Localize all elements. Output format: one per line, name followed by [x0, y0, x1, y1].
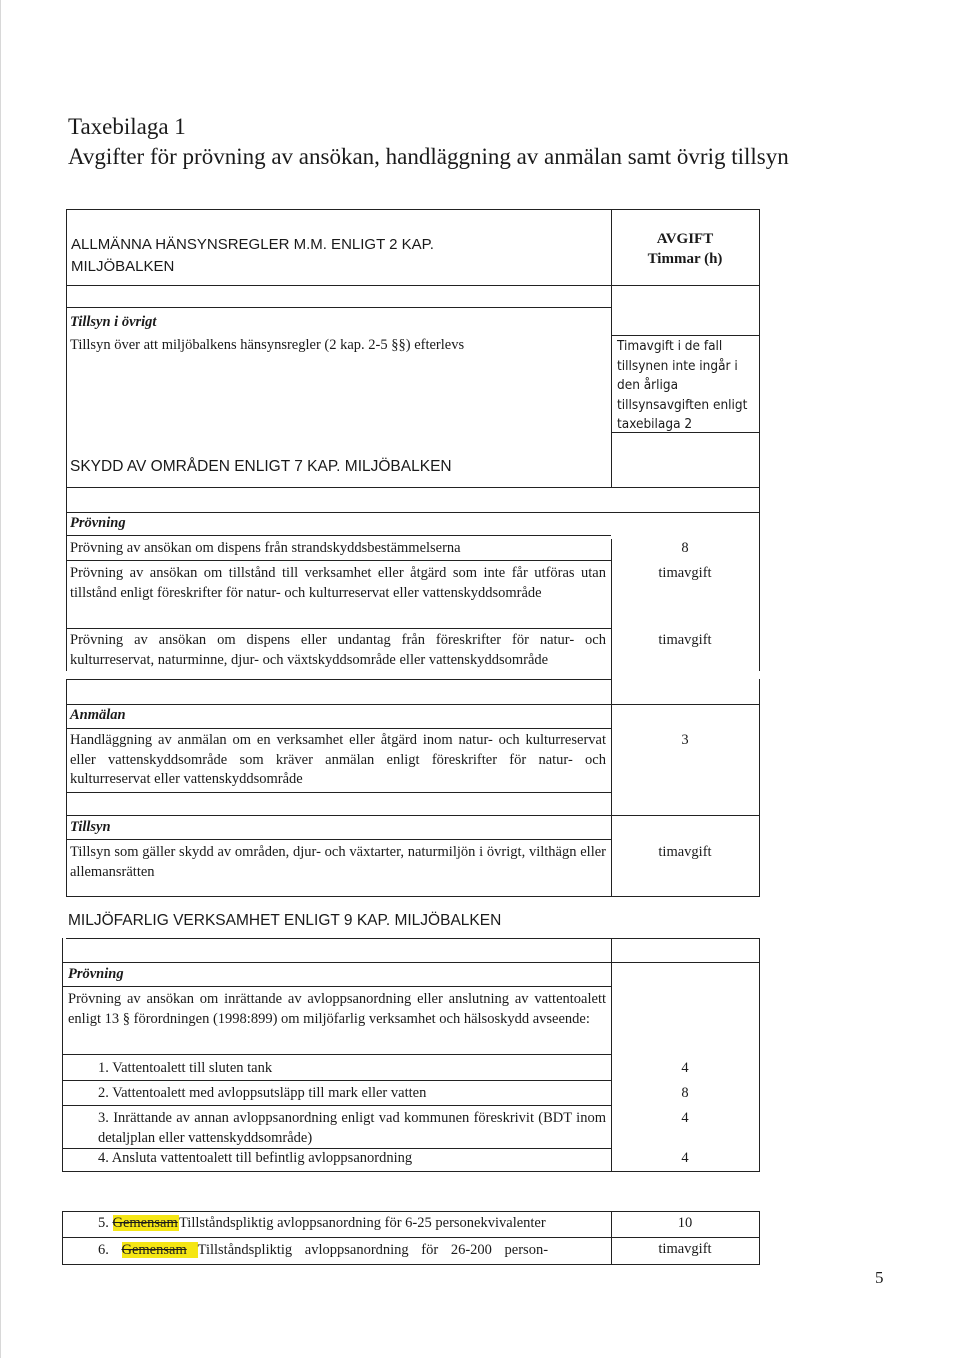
row-rule — [66, 815, 760, 816]
header-section-title: ALLMÄNNA HÄNSYNSREGLER M.M. ENLIGT 2 KAP. MILJÖBALKEN — [71, 236, 434, 275]
fee-row-value: 4 — [681, 1060, 689, 1076]
row-rule — [611, 335, 759, 336]
subsection-heading: Prövning — [68, 966, 124, 982]
row-rule — [66, 487, 760, 488]
row-rule — [611, 432, 759, 433]
struck-word: Gemensam — [112, 1215, 178, 1231]
column-divider — [611, 539, 612, 679]
list-item: 4. Ansluta vattentoalett till befintlig avloppsanordning — [98, 1150, 413, 1166]
table-border-right — [759, 938, 760, 1172]
fee-row-text: Prövning av ansökan om inrättande av avloppsanordning eller anslutning av vattentoalett enligt 13 § förordningen (1998:899) om miljöfarlig verksamhet och hälsoskydd avseende: — [68, 991, 606, 1027]
row-rule — [66, 679, 611, 680]
fee-row-value: 4 — [681, 1110, 689, 1126]
section-heading: MILJÖFARLIG VERKSAMHET ENLIGT 9 KAP. MILJÖBALKEN — [68, 912, 502, 929]
table-border-left — [66, 209, 67, 671]
row-rule — [66, 628, 611, 629]
subsection-heading: Tillsyn — [70, 819, 111, 835]
fee-row-value: Timavgift i de fall tillsynen inte ingår i den årliga tillsynsavgiften enligt taxebilaga 2 — [617, 338, 748, 432]
table-border-top — [66, 209, 760, 210]
table-border-right — [759, 209, 760, 671]
subsection-heading: Anmälan — [70, 707, 126, 723]
row-rule — [62, 1080, 611, 1081]
fee-row-value: timavgift — [658, 632, 712, 648]
fee-row-value: timavgift — [658, 1241, 712, 1257]
document-subtitle: Avgifter för prövning av ansökan, handläggning av anmälan samt övrig tillsyn — [68, 144, 789, 169]
table-border-bottom — [62, 1171, 760, 1172]
list-item: 6. Gemensam Tillståndspliktig avloppsanordning för 26-200 person- — [98, 1242, 549, 1258]
table-border-bottom — [62, 1264, 760, 1265]
list-item: 2. Vattentoalett med avloppsutsläpp till mark eller vatten — [98, 1085, 427, 1101]
table-border-right — [759, 1211, 760, 1265]
table-border-top — [62, 1211, 760, 1212]
header-fee-unit: Timmar (h) — [647, 251, 723, 267]
fee-row-value: timavgift — [658, 565, 712, 581]
list-item: 5. Gemensam Tillståndspliktig avloppsanordning för 6-25 personekvivalenter — [98, 1215, 546, 1231]
header-rule — [66, 285, 760, 286]
fee-row-value: 8 — [681, 1085, 689, 1101]
fee-row-text: Handläggning av anmälan om en verksamhet eller åtgärd inom natur- och kulturreservat eller vattenskyddsområde som kräver anmälan enligt föreskrifter för natur- och kulturreservat eller vattenskyddsområde — [70, 732, 606, 787]
fee-row-text: Tillsyn som gäller skydd av områden, djur- och växtarter, naturmiljön i övrigt, vilthägn eller allemansrätten — [70, 844, 606, 880]
row-rule — [66, 512, 760, 513]
row-rule — [62, 1054, 611, 1055]
fee-row-value: 3 — [681, 732, 689, 748]
page-number: 5 — [875, 1268, 884, 1287]
fee-row-value: timavgift — [658, 844, 712, 860]
fee-row-text: Tillsyn över att miljöbalkens hänsynsregler (2 kap. 2-5 §§) efterlevs — [70, 337, 465, 353]
subsection-heading: Tillsyn i övrigt — [70, 314, 157, 330]
fee-row-text: Prövning av ansökan om dispens från strandskyddsbestämmelserna — [70, 540, 461, 556]
document-title: Taxebilaga 1 — [68, 114, 186, 139]
header-fee-title: AVGIFT — [656, 231, 714, 247]
subsection-heading: Prövning — [70, 515, 126, 531]
row-rule — [62, 986, 611, 987]
row-rule — [66, 938, 760, 939]
row-rule — [66, 792, 611, 793]
fee-row-value: 10 — [677, 1215, 693, 1231]
scan-edge — [0, 0, 1, 1358]
column-divider — [611, 938, 612, 1172]
table-border-left — [62, 1211, 63, 1265]
row-rule — [62, 1105, 611, 1106]
fee-row-text: Prövning av ansökan om tillstånd till verksamhet eller åtgärd som inte får utföras utan tillstånd enligt föreskrifter för natur- och kulturreservat eller vattenskyddsområde — [70, 565, 606, 601]
struck-word: Gemensam — [121, 1242, 187, 1258]
table-border-left — [66, 679, 67, 896]
row-rule — [66, 560, 611, 561]
row-rule — [66, 307, 611, 308]
row-rule — [66, 839, 611, 840]
row-rule — [66, 728, 611, 729]
fee-row-value: 8 — [681, 540, 689, 556]
row-rule — [66, 896, 760, 897]
fee-row-text: Prövning av ansökan om dispens eller undantag från föreskrifter för natur- och kulturreservat, naturminne, djur- och växtskyddsområde eller vattenskyddsområde — [70, 632, 606, 668]
list-item: 3. Inrättande av annan avloppsanordning enligt vad kommunen föreskrivit (BDT inom detaljplan eller vattenskyddsområde) — [98, 1110, 606, 1146]
column-divider — [611, 679, 612, 896]
row-rule — [62, 962, 760, 963]
row-rule — [66, 704, 760, 705]
row-rule — [66, 535, 611, 536]
section-heading: SKYDD AV OMRÅDEN ENLIGT 7 KAP. MILJÖBALKEN — [70, 458, 452, 475]
row-rule — [62, 1237, 760, 1238]
list-item: 1. Vattentoalett till sluten tank — [98, 1060, 273, 1076]
table-border-right — [759, 679, 760, 896]
fee-row-value: 4 — [681, 1150, 689, 1166]
table-border-left — [62, 938, 63, 1172]
